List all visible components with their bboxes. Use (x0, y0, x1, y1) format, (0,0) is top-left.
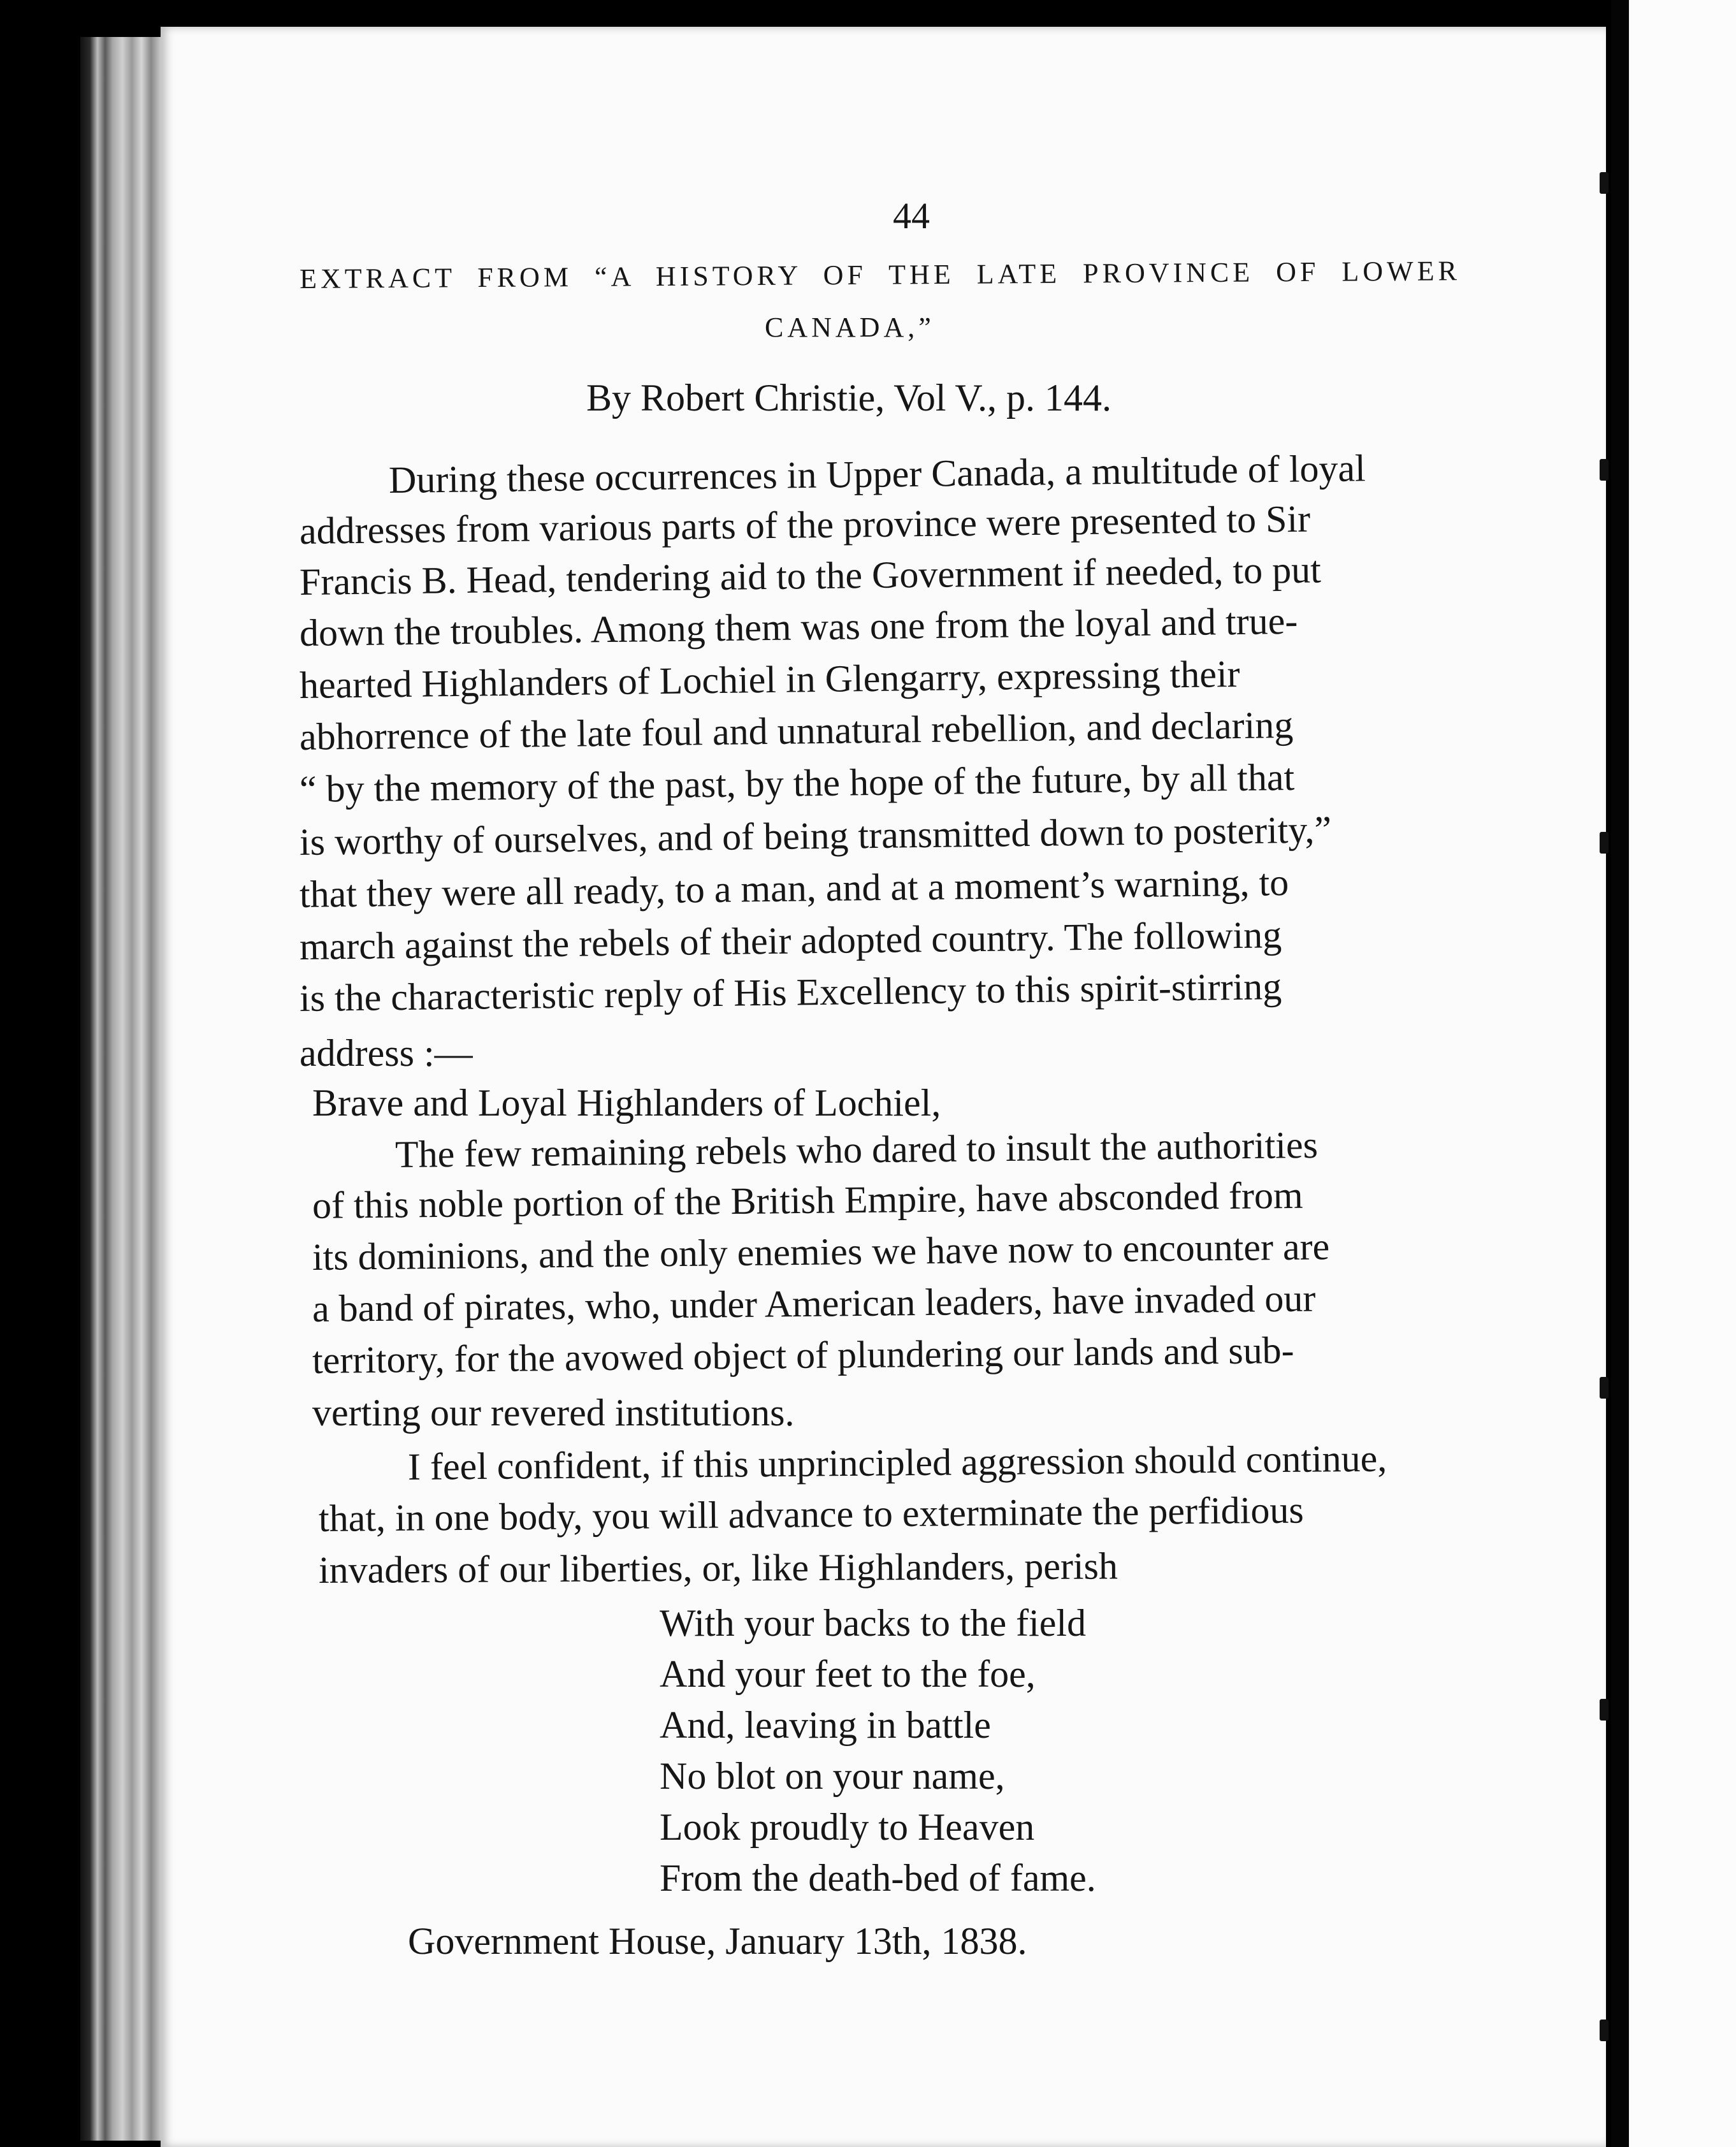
paragraph-1-line: march against the rebels of their adopted country. The following (299, 913, 1282, 968)
verse-line: Look proudly to Heaven (660, 1806, 1035, 1848)
paragraph-1-line: that they were all ready, to a man, and at a moment’s warning, to (299, 861, 1289, 915)
verse-line: And, leaving in battle (660, 1704, 991, 1746)
verse-line: No blot on your name, (660, 1755, 1005, 1797)
paragraph-1-line: abhorrence of the late foul and unnatural rebellion, and declaring (299, 703, 1294, 758)
paragraph-3-line: that, in one body, you will advance to exterminate the perfidious (318, 1488, 1304, 1539)
paragraph-1-line: hearted Highlanders of Lochiel in Glengarry, expressing their (299, 652, 1240, 706)
paragraph-1-line: addresses from various parts of the province were presented to Sir (299, 497, 1311, 552)
letter-signoff: Government House, January 13th, 1838. (408, 1920, 1027, 1962)
binding-mark (1600, 2020, 1609, 2041)
author-byline: By Robert Christie, Vol V., p. 144. (586, 377, 1112, 419)
binding-mark (1600, 1699, 1609, 1721)
paragraph-1-line: is worthy of ourselves, and of being transmitted down to posterity,” (299, 808, 1332, 863)
page-number: 44 (893, 195, 930, 237)
binding-mark (1600, 832, 1609, 854)
paragraph-1-line: is the characteristic reply of His Excellency to this spirit-stirring (299, 965, 1282, 1019)
verse-line: And your feet to the foe, (660, 1653, 1036, 1695)
binding-mark (1600, 1377, 1609, 1399)
paragraph-3-line: invaders of our liberties, or, like Highlanders, perish (318, 1545, 1118, 1591)
paragraph-2-line: territory, for the avowed object of plundering our lands and sub- (312, 1328, 1294, 1381)
binding-mark (1600, 172, 1609, 194)
paragraph-2-line: of this noble portion of the British Empire, have absconded from (312, 1174, 1303, 1226)
paragraph-2-line: a band of pirates, who, under American leaders, have invaded our (312, 1277, 1316, 1330)
extract-heading-continued: CANADA,” (765, 312, 935, 343)
binding-mark (1600, 459, 1609, 481)
paragraph-2-line: The few remaining rebels who dared to insult the authorities (394, 1123, 1319, 1175)
paragraph-1-line: address :— (300, 1032, 473, 1074)
paragraph-2-line: its dominions, and the only enemies we have now to encounter are (312, 1225, 1330, 1278)
paragraph-2-line: verting our revered institutions. (312, 1392, 795, 1434)
verse-line: From the death-bed of fame. (660, 1857, 1096, 1899)
facing-page-edge (1629, 0, 1736, 2147)
paragraph-1-line: Francis B. Head, tendering aid to the Government if needed, to put (299, 548, 1322, 603)
page-gutter (1611, 0, 1629, 2147)
paragraph-3-line: I feel confident, if this unprincipled aggression should continue, (407, 1437, 1387, 1488)
paragraph-1-line: “ by the memory of the past, by the hope of the future, by all that (299, 755, 1295, 810)
paragraph-1-line: down the troubles. Among them was one from the loyal and true- (299, 599, 1298, 654)
verse-line: With your backs to the field (660, 1602, 1087, 1644)
extract-heading: EXTRACT FROM “A HISTORY OF THE LATE PROVINCE OF LOWER (300, 255, 1461, 295)
paragraph-1-line: During these occurrences in Upper Canada, a multitude of loyal (388, 447, 1366, 501)
letter-salutation: Brave and Loyal Highlanders of Lochiel, (312, 1082, 941, 1124)
